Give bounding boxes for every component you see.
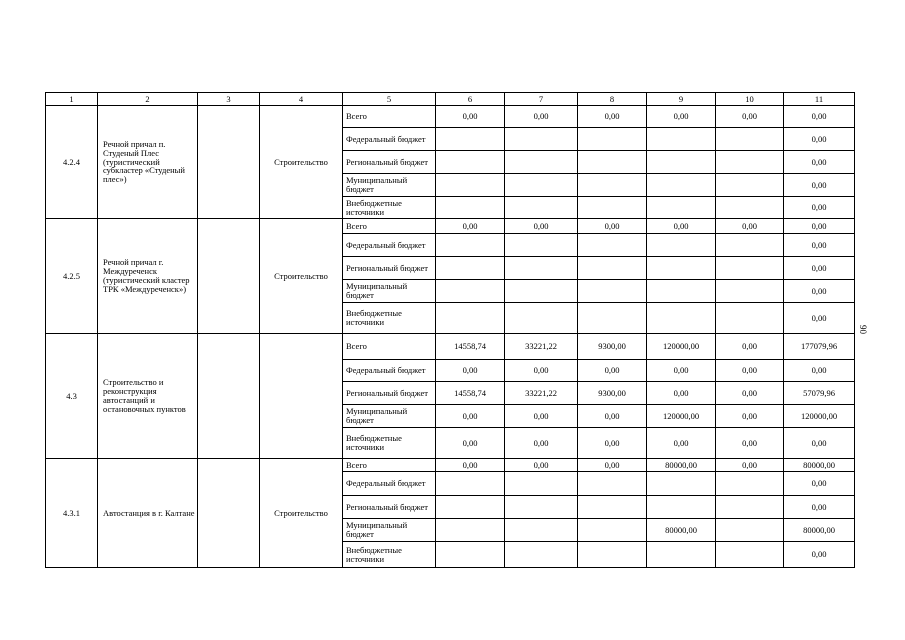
value-cell-v10: 0,00 bbox=[716, 459, 784, 472]
value-cell-v9: 0,00 bbox=[647, 428, 716, 459]
funding-source: Внебюджетные источники bbox=[343, 197, 436, 219]
value-cell-v9: 120000,00 bbox=[647, 334, 716, 360]
budget-table bbox=[45, 92, 855, 568]
value-cell-v7: 0,00 bbox=[505, 405, 578, 428]
value-cell-v11: 0,00 bbox=[784, 219, 855, 234]
value-cell-v8: 9300,00 bbox=[578, 382, 647, 405]
value-cell-v8 bbox=[578, 303, 647, 334]
item-name: Речной причал п. Студеный Плес (туристический субкластер «Студеный плес») bbox=[98, 106, 198, 219]
value-cell-v7 bbox=[505, 257, 578, 280]
value-cell-v7 bbox=[505, 519, 578, 542]
value-cell-v7: 0,00 bbox=[505, 459, 578, 472]
value-cell-v7 bbox=[505, 234, 578, 257]
page-number: 90 bbox=[858, 325, 868, 334]
value-cell-v9: 0,00 bbox=[647, 219, 716, 234]
funding-source: Региональный бюджет bbox=[343, 257, 436, 280]
value-cell-v8: 9300,00 bbox=[578, 334, 647, 360]
item-col3 bbox=[198, 334, 260, 459]
value-cell-v10: 0,00 bbox=[716, 360, 784, 382]
value-cell-v9: 80000,00 bbox=[647, 519, 716, 542]
value-cell-v11: 0,00 bbox=[784, 197, 855, 219]
value-cell-v6: 0,00 bbox=[436, 405, 505, 428]
value-cell-v10 bbox=[716, 303, 784, 334]
value-cell-v8 bbox=[578, 257, 647, 280]
column-header: 3 bbox=[198, 93, 260, 106]
value-cell-v6 bbox=[436, 197, 505, 219]
value-cell-v10: 0,00 bbox=[716, 405, 784, 428]
value-cell-v8 bbox=[578, 496, 647, 519]
funding-source: Федеральный бюджет bbox=[343, 128, 436, 151]
value-cell-v6: 0,00 bbox=[436, 106, 505, 128]
value-cell-v7 bbox=[505, 496, 578, 519]
table-row bbox=[46, 334, 855, 360]
value-cell-v10 bbox=[716, 280, 784, 303]
value-cell-v10: 0,00 bbox=[716, 428, 784, 459]
value-cell-v6 bbox=[436, 234, 505, 257]
value-cell-v10 bbox=[716, 542, 784, 568]
value-cell-v8 bbox=[578, 197, 647, 219]
value-cell-v7 bbox=[505, 128, 578, 151]
value-cell-v10 bbox=[716, 519, 784, 542]
value-cell-v7 bbox=[505, 542, 578, 568]
funding-source: Муниципальный бюджет bbox=[343, 519, 436, 542]
value-cell-v8 bbox=[578, 234, 647, 257]
item-code: 4.3 bbox=[46, 334, 98, 459]
value-cell-v11: 0,00 bbox=[784, 106, 855, 128]
column-header: 10 bbox=[716, 93, 784, 106]
item-code: 4.3.1 bbox=[46, 459, 98, 568]
item-type: Строительство bbox=[260, 106, 343, 219]
funding-source: Всего bbox=[343, 459, 436, 472]
value-cell-v8: 0,00 bbox=[578, 459, 647, 472]
value-cell-v6 bbox=[436, 542, 505, 568]
value-cell-v11: 120000,00 bbox=[784, 405, 855, 428]
value-cell-v10: 0,00 bbox=[716, 382, 784, 405]
value-cell-v7 bbox=[505, 280, 578, 303]
value-cell-v6 bbox=[436, 174, 505, 197]
value-cell-v8 bbox=[578, 519, 647, 542]
value-cell-v10 bbox=[716, 151, 784, 174]
funding-source: Всего bbox=[343, 219, 436, 234]
value-cell-v10 bbox=[716, 257, 784, 280]
value-cell-v11: 0,00 bbox=[784, 128, 855, 151]
value-cell-v11: 0,00 bbox=[784, 280, 855, 303]
value-cell-v6 bbox=[436, 519, 505, 542]
value-cell-v9: 80000,00 bbox=[647, 459, 716, 472]
funding-source: Всего bbox=[343, 106, 436, 128]
funding-source: Внебюджетные источники bbox=[343, 303, 436, 334]
column-header: 2 bbox=[98, 93, 198, 106]
item-type: Строительство bbox=[260, 219, 343, 334]
value-cell-v11: 0,00 bbox=[784, 234, 855, 257]
column-header: 5 bbox=[343, 93, 436, 106]
column-header: 1 bbox=[46, 93, 98, 106]
item-name: Автостанция в г. Калтане bbox=[98, 459, 198, 568]
value-cell-v6 bbox=[436, 128, 505, 151]
column-header: 6 bbox=[436, 93, 505, 106]
value-cell-v8: 0,00 bbox=[578, 405, 647, 428]
value-cell-v6: 0,00 bbox=[436, 360, 505, 382]
value-cell-v7 bbox=[505, 472, 578, 496]
value-cell-v11: 0,00 bbox=[784, 174, 855, 197]
value-cell-v11: 177079,96 bbox=[784, 334, 855, 360]
value-cell-v11: 80000,00 bbox=[784, 519, 855, 542]
value-cell-v8 bbox=[578, 542, 647, 568]
value-cell-v6: 14558,74 bbox=[436, 382, 505, 405]
column-header: 8 bbox=[578, 93, 647, 106]
value-cell-v9 bbox=[647, 280, 716, 303]
item-name: Строительство и реконструкция автостанций и остановочных пунктов bbox=[98, 334, 198, 459]
funding-source: Внебюджетные источники bbox=[343, 428, 436, 459]
value-cell-v6: 0,00 bbox=[436, 428, 505, 459]
value-cell-v7 bbox=[505, 151, 578, 174]
value-cell-v10 bbox=[716, 496, 784, 519]
funding-source: Муниципальный бюджет bbox=[343, 174, 436, 197]
value-cell-v6: 0,00 bbox=[436, 459, 505, 472]
value-cell-v7: 0,00 bbox=[505, 428, 578, 459]
value-cell-v11: 0,00 bbox=[784, 428, 855, 459]
funding-source: Региональный бюджет bbox=[343, 496, 436, 519]
value-cell-v8 bbox=[578, 151, 647, 174]
funding-source: Федеральный бюджет bbox=[343, 234, 436, 257]
item-code: 4.2.5 bbox=[46, 219, 98, 334]
item-type: Строительство bbox=[260, 459, 343, 568]
value-cell-v9 bbox=[647, 151, 716, 174]
value-cell-v10 bbox=[716, 174, 784, 197]
item-code: 4.2.4 bbox=[46, 106, 98, 219]
column-header: 7 bbox=[505, 93, 578, 106]
value-cell-v10: 0,00 bbox=[716, 334, 784, 360]
value-cell-v9: 0,00 bbox=[647, 382, 716, 405]
value-cell-v11: 57079,96 bbox=[784, 382, 855, 405]
value-cell-v11: 0,00 bbox=[784, 360, 855, 382]
value-cell-v11: 0,00 bbox=[784, 257, 855, 280]
value-cell-v10: 0,00 bbox=[716, 106, 784, 128]
value-cell-v6 bbox=[436, 303, 505, 334]
header-row bbox=[46, 93, 855, 106]
funding-source: Региональный бюджет bbox=[343, 382, 436, 405]
value-cell-v8 bbox=[578, 280, 647, 303]
value-cell-v8: 0,00 bbox=[578, 106, 647, 128]
value-cell-v6 bbox=[436, 151, 505, 174]
value-cell-v7: 0,00 bbox=[505, 360, 578, 382]
funding-source: Всего bbox=[343, 334, 436, 360]
funding-source: Федеральный бюджет bbox=[343, 360, 436, 382]
funding-source: Муниципальный бюджет bbox=[343, 280, 436, 303]
value-cell-v10 bbox=[716, 197, 784, 219]
value-cell-v11: 0,00 bbox=[784, 542, 855, 568]
table-row bbox=[46, 219, 855, 234]
column-header: 9 bbox=[647, 93, 716, 106]
value-cell-v11: 80000,00 bbox=[784, 459, 855, 472]
value-cell-v10: 0,00 bbox=[716, 219, 784, 234]
value-cell-v9 bbox=[647, 542, 716, 568]
table-row bbox=[46, 106, 855, 128]
value-cell-v6 bbox=[436, 280, 505, 303]
value-cell-v11: 0,00 bbox=[784, 303, 855, 334]
item-col3 bbox=[198, 459, 260, 568]
item-col3 bbox=[198, 106, 260, 219]
value-cell-v9 bbox=[647, 234, 716, 257]
value-cell-v7: 33221,22 bbox=[505, 382, 578, 405]
value-cell-v9 bbox=[647, 472, 716, 496]
value-cell-v7: 0,00 bbox=[505, 219, 578, 234]
value-cell-v7 bbox=[505, 174, 578, 197]
value-cell-v6 bbox=[436, 472, 505, 496]
value-cell-v9 bbox=[647, 197, 716, 219]
value-cell-v6: 14558,74 bbox=[436, 334, 505, 360]
column-header: 4 bbox=[260, 93, 343, 106]
value-cell-v9: 0,00 bbox=[647, 106, 716, 128]
funding-source: Региональный бюджет bbox=[343, 151, 436, 174]
value-cell-v6 bbox=[436, 257, 505, 280]
funding-source: Внебюджетные источники bbox=[343, 542, 436, 568]
value-cell-v9: 0,00 bbox=[647, 360, 716, 382]
item-type bbox=[260, 334, 343, 459]
value-cell-v7: 0,00 bbox=[505, 106, 578, 128]
table-row bbox=[46, 459, 855, 472]
value-cell-v6 bbox=[436, 496, 505, 519]
funding-source: Муниципальный бюджет bbox=[343, 405, 436, 428]
value-cell-v9: 120000,00 bbox=[647, 405, 716, 428]
value-cell-v8 bbox=[578, 128, 647, 151]
value-cell-v9 bbox=[647, 128, 716, 151]
value-cell-v8 bbox=[578, 472, 647, 496]
value-cell-v8: 0,00 bbox=[578, 428, 647, 459]
value-cell-v9 bbox=[647, 496, 716, 519]
item-col3 bbox=[198, 219, 260, 334]
column-header: 11 bbox=[784, 93, 855, 106]
value-cell-v8: 0,00 bbox=[578, 360, 647, 382]
value-cell-v8 bbox=[578, 174, 647, 197]
funding-source: Федеральный бюджет bbox=[343, 472, 436, 496]
item-name: Речной причал г. Междуреченск (туристический кластер ТРК «Междуреченск») bbox=[98, 219, 198, 334]
value-cell-v10 bbox=[716, 234, 784, 257]
value-cell-v9 bbox=[647, 257, 716, 280]
value-cell-v10 bbox=[716, 128, 784, 151]
value-cell-v11: 0,00 bbox=[784, 496, 855, 519]
value-cell-v11: 0,00 bbox=[784, 151, 855, 174]
value-cell-v9 bbox=[647, 303, 716, 334]
value-cell-v8: 0,00 bbox=[578, 219, 647, 234]
value-cell-v7 bbox=[505, 303, 578, 334]
value-cell-v7: 33221,22 bbox=[505, 334, 578, 360]
value-cell-v10 bbox=[716, 472, 784, 496]
value-cell-v11: 0,00 bbox=[784, 472, 855, 496]
value-cell-v6: 0,00 bbox=[436, 219, 505, 234]
value-cell-v7 bbox=[505, 197, 578, 219]
value-cell-v9 bbox=[647, 174, 716, 197]
